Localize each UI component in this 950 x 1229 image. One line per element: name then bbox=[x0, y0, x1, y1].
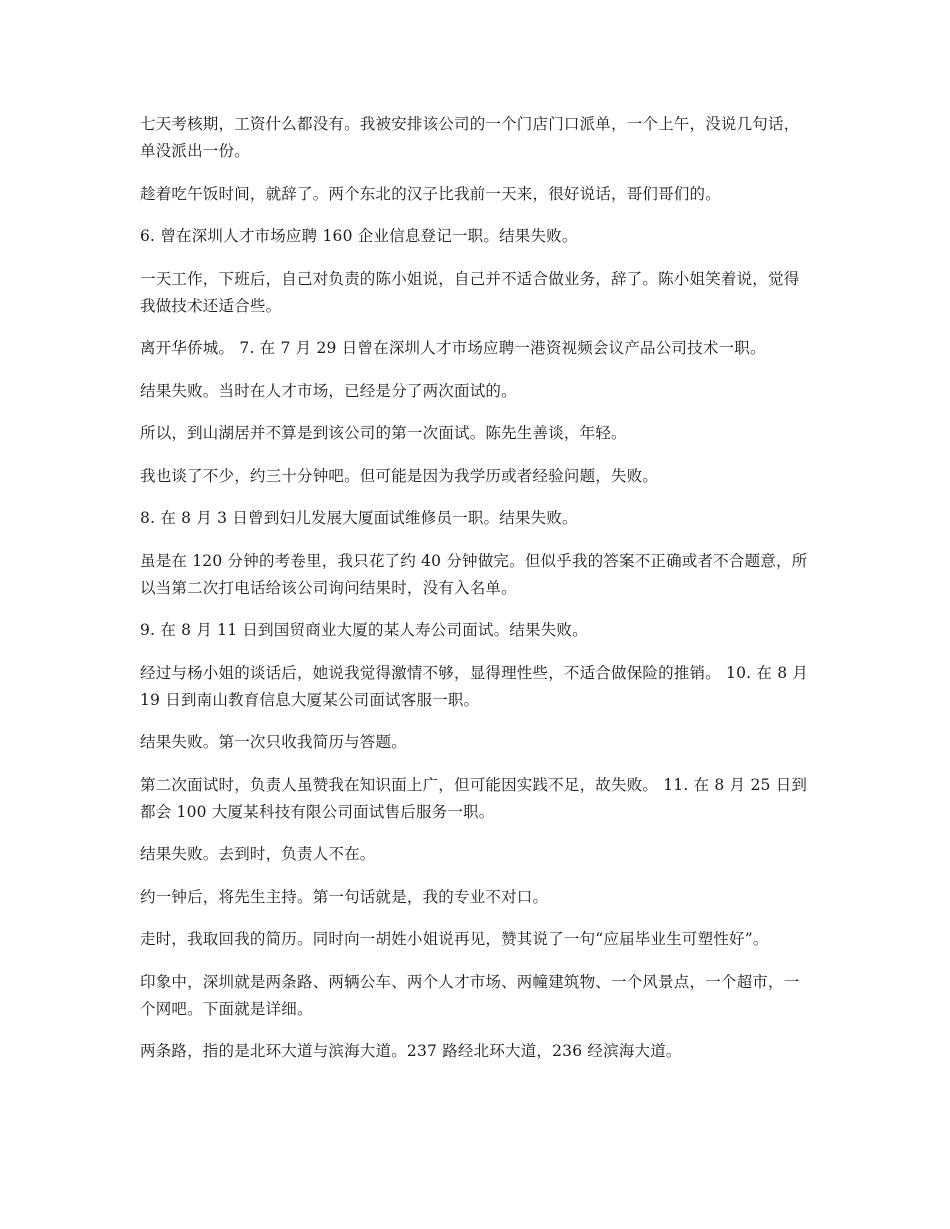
paragraph-6: 结果失败。当时在人才市场，已经是分了两次面试的。 bbox=[140, 381, 517, 400]
paragraph-14: 第二次面试时，负责人虽赞我在知识面上广，但可能因实践不足，故失败。 11. 在 8 月 25 日到都会 100 大厦某科技有限公司面试售后服务一职。 bbox=[140, 775, 808, 821]
paragraph-3: 6. 曾在深圳人才市场应聘 160 企业信息登记一职。结果失败。 bbox=[140, 227, 578, 245]
paragraph-16: 约一钟后，将先生主持。第一句话就是，我的专业不对口。 bbox=[140, 887, 549, 906]
paragraph-9: 8. 在 8 月 3 日曾到妇儿发展大厦面试维修员一职。结果失败。 bbox=[140, 509, 578, 527]
paragraph-18: 印象中，深圳就是两条路、两辆公车、两个人才市场、两幢建筑物、一个风景点，一个超市，一个网吧。下面就是详细。 bbox=[140, 972, 800, 1018]
paragraph-11: 9. 在 8 月 11 日到国贸商业大厦的某人寿公司面试。结果失败。 bbox=[140, 621, 588, 639]
paragraph-2: 趁着吃午饭时间，就辞了。两个东北的汉子比我前一天来，很好说话，哥们哥们的。 bbox=[140, 184, 721, 203]
paragraph-5: 离开华侨城。 7. 在 7 月 29 日曾在深圳人才市场应聘一港资视频会议产品公司技术一职。 bbox=[140, 339, 766, 357]
document-page bbox=[140, 111, 812, 1081]
paragraph-1: 七天考核期，工资什么都没有。我被安排该公司的一个门店门口派单，一个上午，没说几句话，单没派出一份。 bbox=[140, 115, 800, 160]
paragraph-4: 一天工作，下班后，自己对负责的陈小姐说，自己并不适合做业务，辞了。陈小姐笑着说，觉得我做技术还适合些。 bbox=[140, 269, 800, 315]
paragraph-15: 结果失败。去到时，负责人不在。 bbox=[140, 845, 376, 863]
paragraph-13: 结果失败。第一次只收我简历与答题。 bbox=[140, 733, 407, 751]
paragraph-17: 走时，我取回我的简历。同时向一胡姓小姐说再见，赞其说了一句“应届毕业生可塑性好”。 bbox=[140, 930, 769, 948]
paragraph-10: 虽是在 120 分钟的考卷里，我只花了约 40 分钟做完。但似乎我的答案不正确或者不合题意，所以当第二次打电话给该公司询问结果时，没有入名单。 bbox=[140, 551, 808, 597]
paragraph-8: 我也谈了不少，约三十分钟吧。但可能是因为我学历或者经验问题，失败。 bbox=[140, 466, 659, 485]
paragraph-19: 两条路，指的是北环大道与滨海大道。237 路经北环大道，236 经滨海大道。 bbox=[140, 1042, 682, 1060]
paragraph-12: 经过与杨小姐的谈话后，她说我觉得激情不够，显得理性些，不适合做保险的推销。 10. 在 8 月 19 日到南山教育信息大厦某公司面试客服一职。 bbox=[140, 663, 809, 709]
paragraph-7: 所以，到山湖居并不算是到该公司的第一次面试。陈先生善谈，年轻。 bbox=[140, 424, 627, 442]
